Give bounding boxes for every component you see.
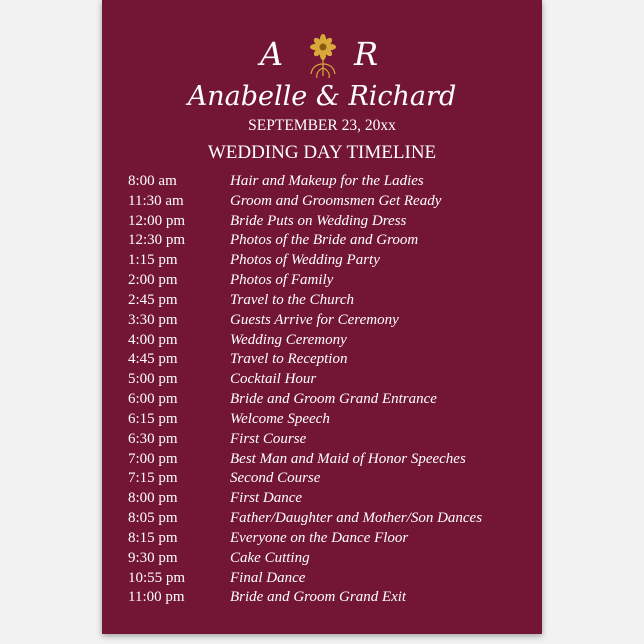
timeline-event: Photos of the Bride and Groom: [230, 232, 419, 249]
timeline-event: Cocktail Hour: [230, 371, 317, 388]
timeline-row: [102, 350, 542, 370]
timeline-event: Welcome Speech: [230, 410, 330, 427]
timeline-time: 8:00 pm: [128, 490, 178, 507]
timeline-row: [102, 549, 542, 569]
timeline-row: [102, 212, 542, 232]
couple-names: Anabelle & Richard: [187, 81, 457, 112]
timeline-time: 9:30 pm: [128, 549, 178, 566]
monogram: [102, 34, 542, 80]
timeline-row: [102, 469, 542, 489]
timeline-time: 10:55 pm: [128, 569, 186, 586]
wedding-timeline-card: [102, 0, 542, 634]
timeline-time: 2:00 pm: [128, 272, 178, 289]
timeline-row: [102, 251, 542, 271]
timeline-row: [102, 172, 542, 192]
timeline-event: Final Dance: [230, 569, 306, 586]
timeline-event: Travel to Reception: [230, 351, 348, 368]
timeline-time: 1:15 pm: [128, 252, 178, 269]
timeline-row: [102, 370, 542, 390]
timeline-time: 3:30 pm: [128, 311, 178, 328]
timeline-time: 6:15 pm: [128, 410, 178, 427]
timeline-event: Hair and Makeup for the Ladies: [230, 173, 424, 189]
wedding-date: SEPTEMBER 23, 20xx: [248, 117, 396, 134]
timeline-list: [102, 172, 542, 608]
timeline-event: Cake Cutting: [230, 549, 310, 566]
timeline-event: Travel to the Church: [230, 291, 355, 308]
timeline-row: [102, 588, 542, 608]
timeline-row: [102, 271, 542, 291]
timeline-event: Second Course: [230, 470, 321, 487]
timeline-row: [102, 231, 542, 251]
timeline-time: 7:15 pm: [128, 470, 178, 487]
timeline-row: [102, 410, 542, 430]
timeline-event: Bride and Groom Grand Exit: [230, 589, 407, 606]
timeline-time: 11:00 pm: [128, 589, 185, 606]
timeline-event: Best Man and Maid of Honor Speeches: [230, 450, 466, 467]
timeline-time: 8:05 pm: [128, 510, 178, 527]
timeline-event: Groom and Groomsmen Get Ready: [230, 192, 442, 209]
monogram-initial-right: R: [354, 35, 379, 73]
timeline-time: 8:00 am: [128, 173, 177, 189]
flower-icon: [304, 34, 342, 80]
timeline-time: 12:30 pm: [128, 232, 186, 249]
timeline-time: 8:15 pm: [128, 529, 178, 546]
timeline-heading: WEDDING DAY TIMELINE: [207, 142, 437, 163]
timeline-time: 7:00 pm: [128, 450, 178, 467]
timeline-row: [102, 311, 542, 331]
timeline-row: [102, 192, 542, 212]
timeline-event: Photos of Wedding Party: [230, 252, 380, 269]
timeline-row: [102, 450, 542, 470]
timeline-row: [102, 569, 542, 589]
timeline-event: Everyone on the Dance Floor: [230, 529, 409, 546]
timeline-event: First Dance: [230, 490, 303, 507]
timeline-row: [102, 291, 542, 311]
timeline-event: Wedding Ceremony: [230, 331, 347, 348]
timeline-event: Guests Arrive for Ceremony: [230, 311, 399, 328]
timeline-time: 6:30 pm: [128, 430, 178, 447]
timeline-time: 4:45 pm: [128, 351, 178, 368]
timeline-time: 12:00 pm: [128, 212, 186, 229]
timeline-row: [102, 331, 542, 351]
timeline-row: [102, 430, 542, 450]
timeline-time: 6:00 pm: [128, 391, 178, 408]
timeline-row: [102, 390, 542, 410]
timeline-event: Bride and Groom Grand Entrance: [230, 391, 437, 408]
timeline-time: 5:00 pm: [128, 371, 178, 388]
timeline-time: 11:30 am: [128, 192, 184, 209]
timeline-time: 4:00 pm: [128, 331, 178, 348]
timeline-event: Bride Puts on Wedding Dress: [230, 212, 407, 229]
timeline-event: Father/Daughter and Mother/Son Dances: [230, 510, 483, 527]
timeline-event: Photos of Family: [230, 272, 334, 289]
timeline-time: 2:45 pm: [128, 291, 178, 308]
monogram-initial-left: A: [260, 35, 284, 73]
timeline-row: [102, 489, 542, 509]
timeline-row: [102, 529, 542, 549]
timeline-event: First Course: [230, 430, 307, 447]
timeline-row: [102, 509, 542, 529]
